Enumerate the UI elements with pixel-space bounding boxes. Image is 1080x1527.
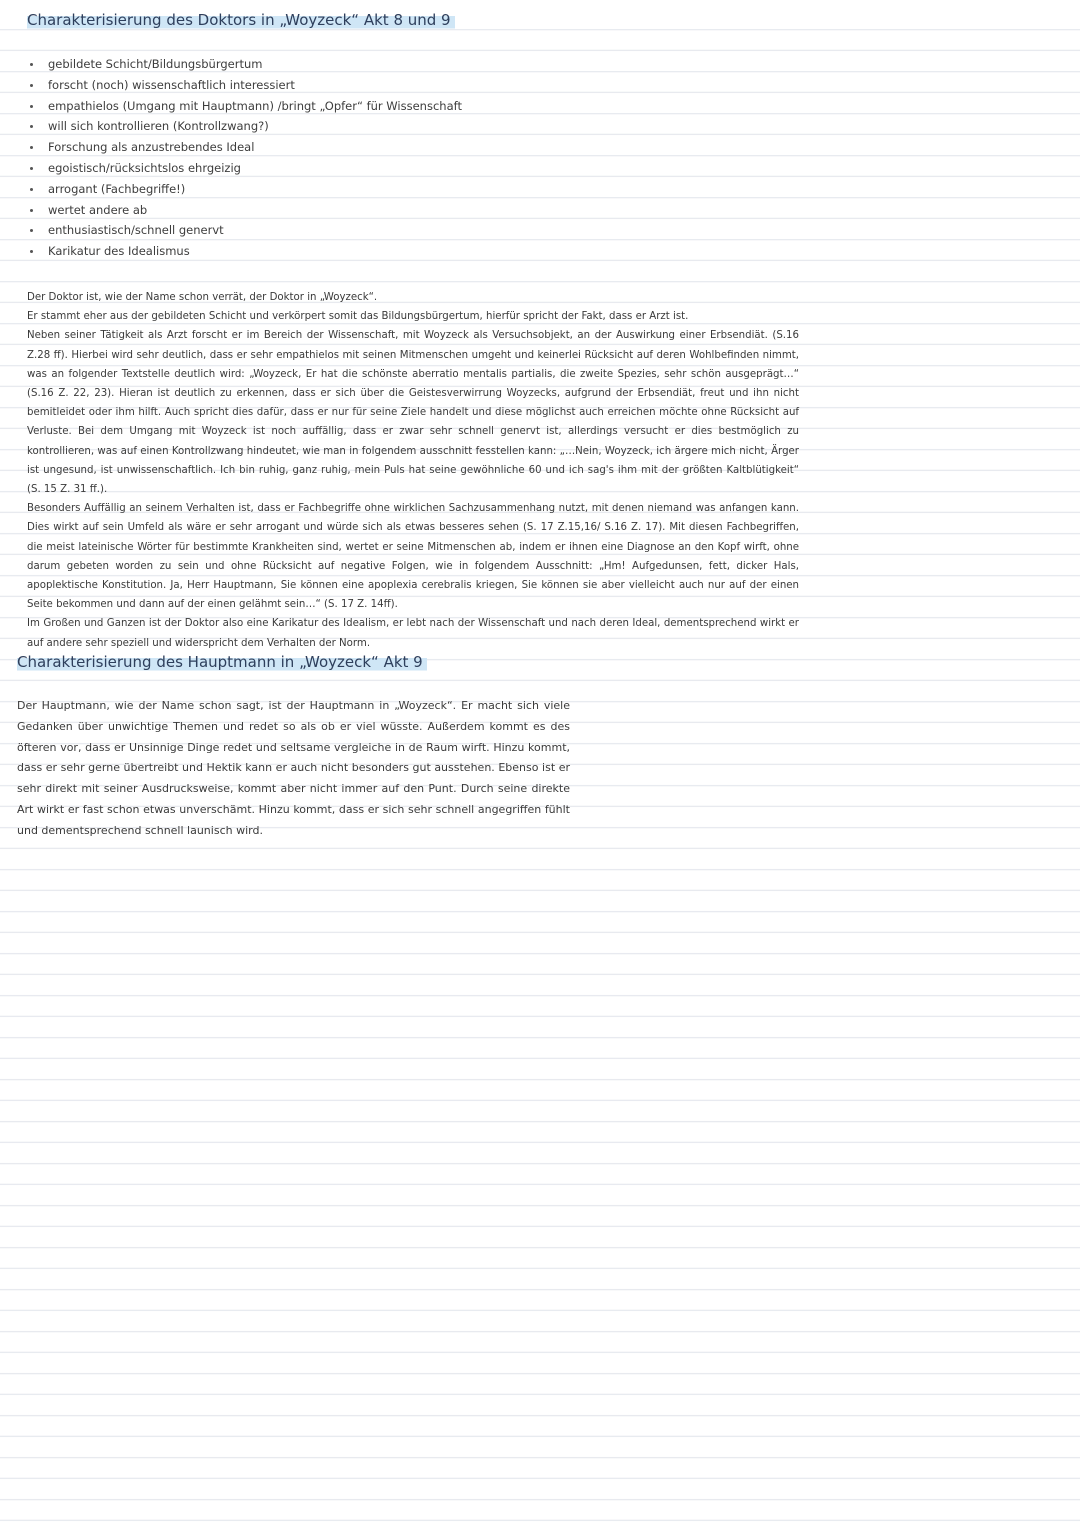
trait-item: egoistisch/rücksichtslos ehrgeizig bbox=[28, 158, 462, 179]
bullet-dot-icon bbox=[30, 84, 33, 87]
bullet-dot-icon bbox=[30, 209, 33, 212]
trait-item: enthusiastisch/schnell genervt bbox=[28, 220, 462, 241]
doctor-paragraph: Im Großen und Ganzen ist der Doktor also eine Karikatur des Idealism, er lebt nach der Wissenschaft und nach deren Ideal, dementsprechend wirkt er auf andere sehr speziell und widerspricht dem Verhalten der Norm. bbox=[27, 618, 799, 649]
doctor-paragraph: Neben seiner Tätigkeit als Arzt forscht er im Bereich der Wissenschaft, mit Woyzeck als Versuchsobjekt, an der Auswirkung einer Erbsendiät. (S.16 Z.28 ff). Hierbei wird sehr deutlich, dass er sehr empathielos mit seinen Mitmenschen umgeht und keinerlei Rücksicht auf deren Wohlbefinden nimmt, was an folgender Textstelle deutlich wird: „Woyzeck, Er hat die schönste aberratio mentalis partialis, die zweite Spezies, sehr schön ausgeprägt…“ (S.16 Z. 22, 23). Hieran ist deutlich zu erkennen, dass er sich über die Geistesverwirrung Woyzecks, aufgrund der Erbsendiät, freut und ihn nicht bemitleidet oder ihm hilft. Auch spricht dies dafür, dass er nur für seine Ziele handelt und diese möglichst auch erreichen möchte ohne Rücksicht auf Verluste. Bei dem Umgang mit Woyzeck ist noch auffällig, dass er zwar sehr schnell genervt ist, allerdings versucht er dies bestmöglich zu kontrollieren, was auf einen Kontrollzwang hindeutet, wie man in folgendem ausschnitt fesstellen kann: „…Nein, Woyzeck, ich ärgere mich nicht, Ärger ist ungesund, ist unwissenschaftlich. Ich bin ruhig, ganz ruhig, mein Puls hat seine gewöhnliche 60 und ich sag's ihm mit der größten Kaltblütigkeit“ (S. 15 Z. 31 ff.). bbox=[27, 330, 799, 496]
doctor-section-heading: Charakterisierung des Doktors in „Woyzeck“ Akt 8 und 9 bbox=[27, 10, 455, 30]
bullet-dot-icon bbox=[30, 125, 33, 128]
trait-item: Karikatur des Idealismus bbox=[28, 241, 462, 262]
trait-item: will sich kontrollieren (Kontrollzwang?) bbox=[28, 116, 462, 137]
trait-item: arrogant (Fachbegriffe!) bbox=[28, 179, 462, 200]
doctor-paragraph: Er stammt eher aus der gebildeten Schicht und verkörpert somit das Bildungsbürgertum, hierfür spricht der Fakt, dass er Arzt ist. bbox=[27, 311, 689, 323]
trait-item: forscht (noch) wissenschaftlich interessiert bbox=[28, 75, 462, 96]
hauptmann-section-heading: Charakterisierung des Hauptmann in „Woyzeck“ Akt 9 bbox=[17, 652, 427, 672]
doctor-paragraph: Besonders Auffällig an seinem Verhalten ist, dass er Fachbegriffe ohne wirklichen Sachzusammenhang nutzt, mit denen niemand was anfangen kann. Dies wirkt auf sein Umfeld als wäre er sehr arrogant und würde sich als etwas besseres sehen (S. 17 Z.15,16/ S.16 Z. 17). Mit diesen Fachbegriffen, die meist lateinische Wörter für bestimmte Krankheiten sind, wertet er seine Mitmenschen ab, indem er ihnen eine Diagnose an den Kopf wirft, ohne darum gebeten worden zu sein und ohne Rücksicht auf negative Folgen, wie in folgendem Ausschnitt: „Hm! Aufgedunsen, fett, dicker Hals, apoplektische Konstitution. Ja, Herr Hauptmann, Sie können eine apoplexia cerebralis kriegen, Sie können sie aber vielleicht auch nur auf der einen Seite bekommen und dann auf der einen gelähmt sein…“ (S. 17 Z. 14ff). bbox=[27, 503, 799, 611]
bullet-dot-icon bbox=[30, 167, 33, 170]
bullet-dot-icon bbox=[30, 229, 33, 232]
bullet-dot-icon bbox=[30, 63, 33, 66]
trait-item: Forschung als anzustrebendes Ideal bbox=[28, 137, 462, 158]
trait-item: empathielos (Umgang mit Hauptmann) /bringt „Opfer“ für Wissenschaft bbox=[28, 96, 462, 117]
doctor-trait-list bbox=[28, 54, 462, 262]
bullet-dot-icon bbox=[30, 250, 33, 253]
trait-item: gebildete Schicht/Bildungsbürgertum bbox=[28, 54, 462, 75]
bullet-dot-icon bbox=[30, 188, 33, 191]
hauptmann-characterization-text: Der Hauptmann, wie der Name schon sagt, ist der Hauptmann in „Woyzeck“. Er macht sich viele Gedanken über unwichtige Themen und redet so als ob er viel wüsste. Außerdem kommt es des öfteren vor, dass er Unsinnige Dinge redet und seltsame vergleiche in de Raum wirft. Hinzu kommt, dass er sehr gerne übertreibt und Hektik kann er auch nicht besonders gut ausstehen. Ebenso ist er sehr direkt mit seiner Ausdrucksweise, kommt aber nicht immer auf den Punt. Durch seine direkte Art wirkt er fast schon etwas unverschämt. Hinzu kommt, dass er sich sehr schnell angegriffen fühlt und dementsprechend schnell launisch wird. bbox=[17, 699, 570, 837]
trait-item: wertet andere ab bbox=[28, 200, 462, 221]
doctor-characterization-text bbox=[27, 288, 799, 653]
bullet-dot-icon bbox=[30, 146, 33, 149]
doctor-paragraph: Der Doktor ist, wie der Name schon verrät, der Doktor in „Woyzeck“. bbox=[27, 292, 378, 303]
bullet-dot-icon bbox=[30, 105, 33, 108]
